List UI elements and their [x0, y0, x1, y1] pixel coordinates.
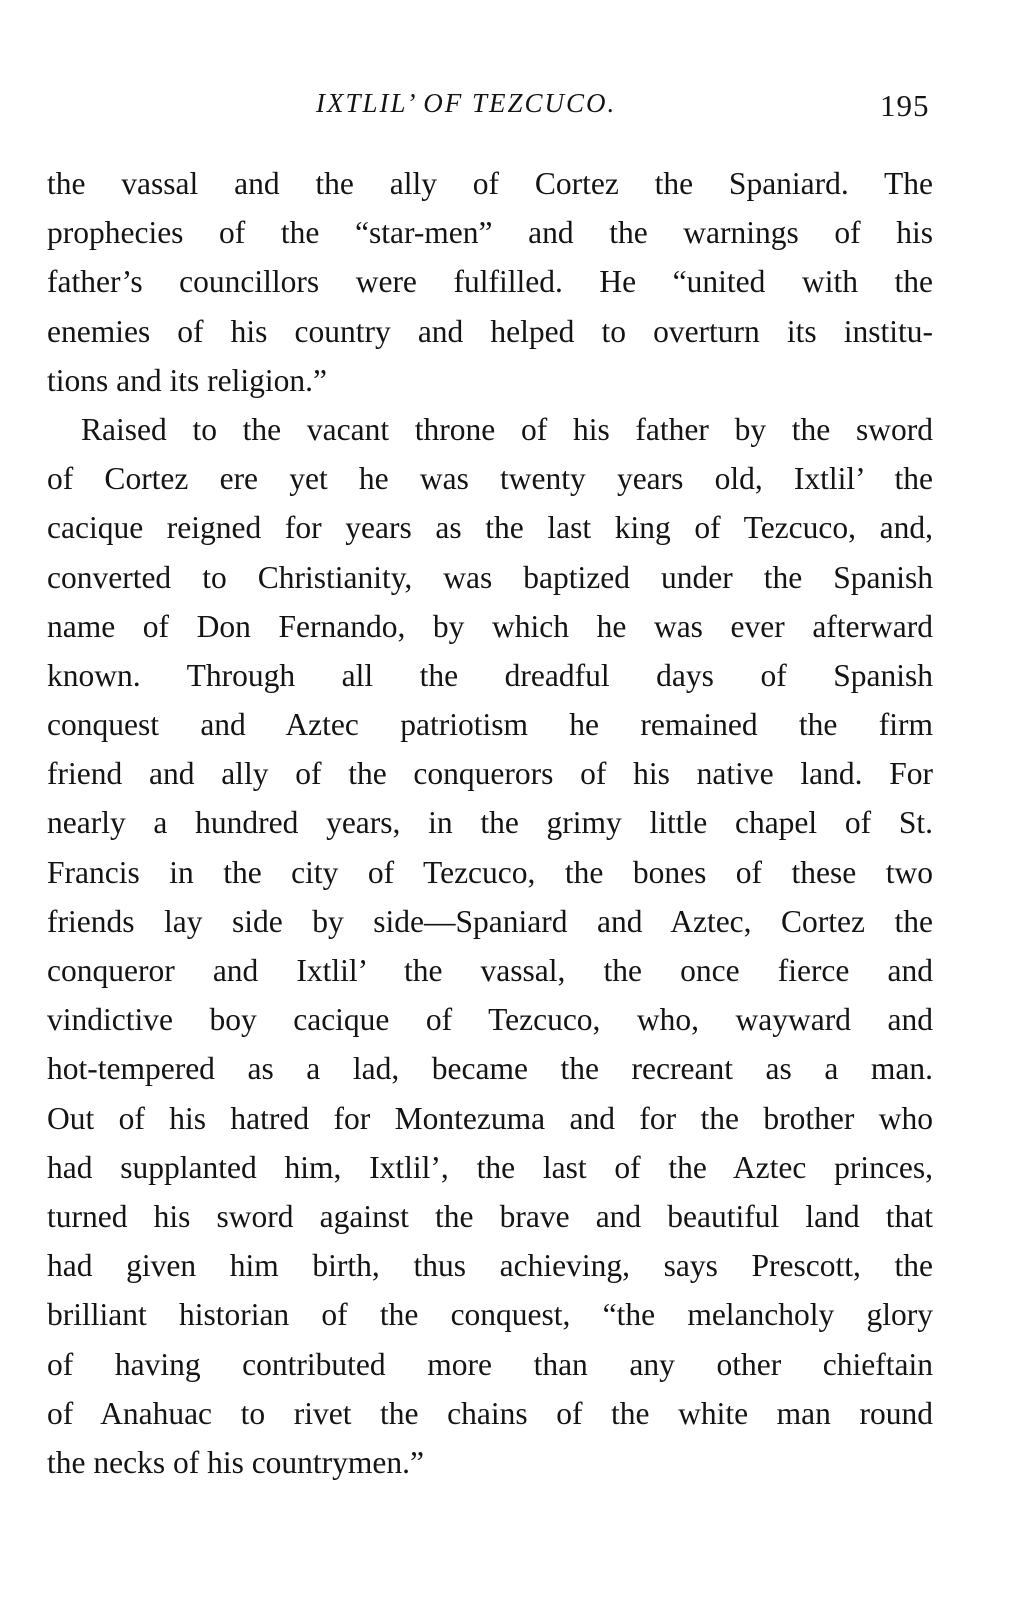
text-line: the vassal and the ally of Cortez the Spaniard. The: [47, 166, 933, 201]
text-line: brilliant historian of the conquest, “the melancholy glory: [47, 1297, 933, 1333]
running-title: IXTLIL’ OF TEZCUCO.: [316, 88, 617, 118]
body-text: [47, 159, 933, 1487]
text-line: of Cortez ere yet he was twenty years old, Ixtlil’ the: [47, 461, 933, 497]
paragraph-2: [47, 405, 933, 1487]
text-line: vindictive boy cacique of Tezcuco, who, wayward and: [47, 1002, 933, 1038]
text-line: turned his sword against the brave and beautiful land that: [47, 1198, 933, 1234]
text-line: friend and ally of the conquerors of his native land. For: [47, 756, 933, 792]
running-head: [0, 88, 1010, 128]
paragraph-1: [47, 159, 933, 405]
text-line: hot-tempered as a lad, became the recreant as a man.: [47, 1051, 933, 1087]
text-line: cacique reigned for years as the last king of Tezcuco, and,: [47, 510, 933, 546]
text-line: father’s councillors were fulfilled. He “united with the: [47, 264, 933, 300]
text-line: name of Don Fernando, by which he was ever afterward: [47, 608, 933, 644]
text-line: Raised to the vacant throne of his father by the sword: [81, 411, 933, 447]
text-line: enemies of his country and helped to overturn its institu-: [47, 313, 933, 349]
text-line: Out of his hatred for Montezuma and for the brother who: [47, 1100, 933, 1136]
text-line: of Anahuac to rivet the chains of the white man round: [47, 1395, 933, 1431]
text-line: known. Through all the dreadful days of Spanish: [47, 657, 933, 693]
text-line: prophecies of the “star-men” and the warnings of his: [47, 215, 933, 251]
text-line: converted to Christianity, was baptized under the Spanish: [47, 559, 933, 595]
text-line: nearly a hundred years, in the grimy little chapel of St.: [47, 805, 933, 841]
text-line: the necks of his countrymen.”: [47, 1444, 425, 1480]
text-line: conquest and Aztec patriotism he remained the firm: [47, 707, 933, 743]
text-line: conqueror and Ixtlil’ the vassal, the once fierce and: [47, 953, 933, 988]
text-line: Francis in the city of Tezcuco, the bones of these two: [47, 854, 933, 890]
text-line: of having contributed more than any other chieftain: [47, 1346, 933, 1382]
text-line: had supplanted him, Ixtlil’, the last of the Aztec princes,: [47, 1149, 933, 1185]
text-line: friends lay side by side—Spaniard and Aztec, Cortez the: [47, 903, 933, 939]
text-line: had given him birth, thus achieving, says Prescott, the: [47, 1248, 933, 1284]
page-number: 195: [880, 88, 930, 123]
text-line: tions and its religion.”: [47, 362, 327, 398]
